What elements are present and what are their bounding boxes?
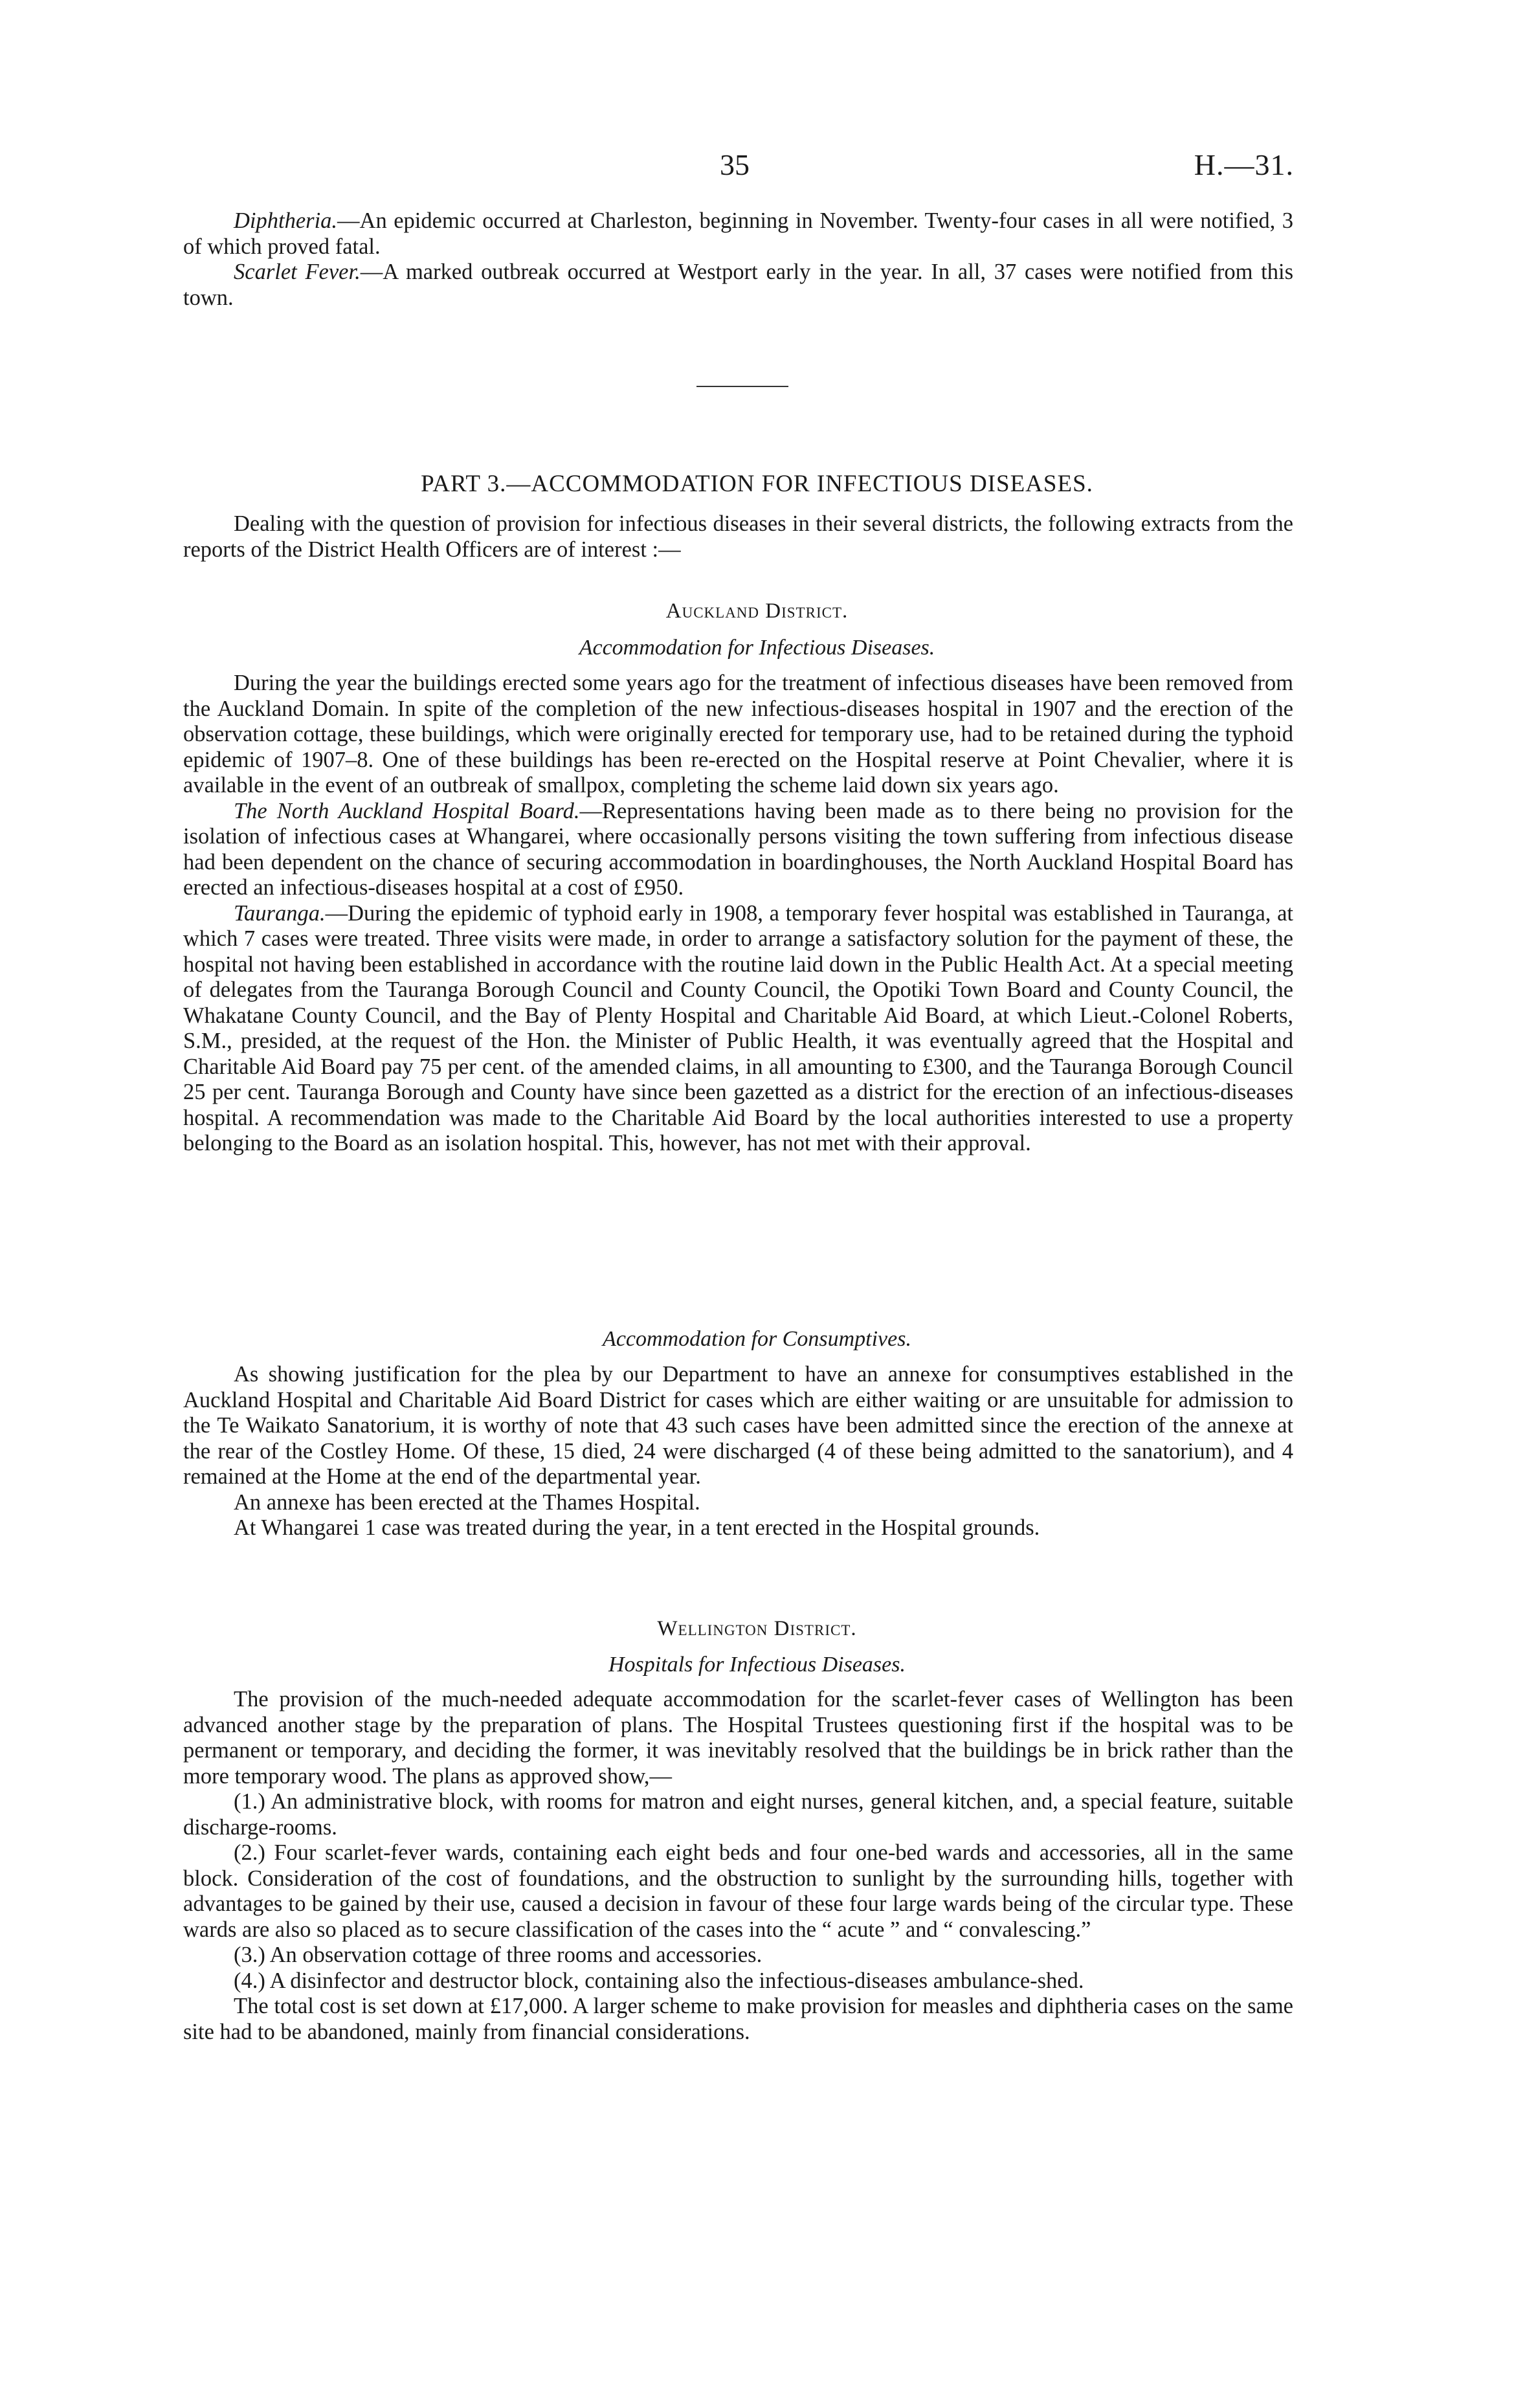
- intro-section: [183, 208, 1293, 311]
- document-reference: H.—31.: [1194, 148, 1294, 181]
- wellington-hospitals-heading: Hospitals for Infectious Diseases.: [608, 1653, 906, 1677]
- whangarei-paragraph: At Whangarei 1 case was treated during the year, in a tent erected in the Hospital grounds.: [234, 1515, 1040, 1540]
- tauranga-lead: Tauranga.: [234, 900, 326, 926]
- part-intro-section: [183, 511, 1293, 563]
- plan-item-1: (1.) An administrative block, with rooms for matron and eight nurses, general kitchen, and, a special feature, suitable discharge-rooms.: [183, 1789, 1293, 1840]
- north-auckland-text: —Representations having been made as to there being no provision for the isolation of infectious cases at Whangarei, where occasionally persons visiting the town suffering from infectious disease had been dependent on the chance of securing accommodation in boardinghouses, the North Auckland Hospital Board has erected an infectious-diseases hospital at a cost of £950.: [183, 798, 1293, 900]
- consumptives-section: [183, 1362, 1293, 1541]
- auckland-infectious-section: [183, 671, 1293, 1157]
- tauranga-paragraph: [183, 901, 1293, 1157]
- plan-item-2: (2.) Four scarlet-fever wards, containing each eight beds and four one-bed wards and accessories, all in the same block. Consideration of the cost of foundations, and the obstruction to sunlight by the surrounding hills, together with advantages to be gained by their use, caused a decision in favour of these four large wards being of the circular type. These wards are also so placed as to secure classification of the cases into the “ acute ” and “ convalescing.”: [183, 1840, 1293, 1942]
- diphtheria-text: —An epidemic occurred at Charleston, beginning in November. Twenty-four cases in all were notified, 3 of which proved fatal.: [183, 208, 1293, 259]
- section-divider: [696, 386, 788, 387]
- plan-item-4: (4.) A disinfector and destructor block, containing also the infectious-diseases ambulance-shed.: [234, 1968, 1084, 1993]
- scarlet-fever-paragraph: [183, 260, 1293, 311]
- diphtheria-lead: Diphtheria.: [234, 208, 338, 233]
- plan-item-3: (3.) An observation cottage of three rooms and accessories.: [234, 1943, 763, 1967]
- north-auckland-lead: The North Auckland Hospital Board.: [234, 798, 580, 823]
- scarlet-fever-text: —A marked outbreak occurred at Westport early in the year. In all, 37 cases were notified from this town.: [183, 260, 1293, 310]
- auckland-domain-paragraph: During the year the buildings erected some years ago for the treatment of infectious diseases have been removed from the Auckland Domain. In spite of the completion of the new infectious-diseases hospital in 1907 and the erection of the observation cottage, these buildings, which were originally erected for temporary use, had to be retained during the typhoid epidemic of 1907–8. One of these buildings has been re-erected on the Hospital reserve at Point Chevalier, where it is available in the event of an outbreak of smallpox, completing the scheme laid down six years ago.: [183, 671, 1293, 797]
- north-auckland-paragraph: [183, 799, 1293, 901]
- wellington-district-heading: Wellington District.: [657, 1617, 857, 1640]
- wellington-section: [183, 1687, 1293, 2045]
- diphtheria-paragraph: [183, 208, 1293, 260]
- auckland-accommodation-heading: Accommodation for Infectious Diseases.: [579, 636, 935, 660]
- consumptives-heading: Accommodation for Consumptives.: [603, 1327, 911, 1351]
- part-intro-paragraph: Dealing with the question of provision for infectious diseases in their several districts, the following extracts from the reports of the District Health Officers are of interest :—: [183, 511, 1293, 562]
- thames-paragraph: An annexe has been erected at the Thames Hospital.: [234, 1489, 700, 1515]
- tauranga-text: —During the epidemic of typhoid early in 1908, a temporary fever hospital was established in Tauranga, at which 7 cases were treated. Three visits were made, in order to arrange a satisfactory solution for the payment of these, the hospital not having been established in accordance with the routine laid down in the Public Health Act. At a special meeting of delegates from the Tauranga Borough Council and County Council, the Opotiki Town Board and County Council, the Whakatane County Council, and the Bay of Plenty Hospital and Charitable Aid Board, at which Lieut.-Colonel Roberts, S.M., presided, at the request of the Hon. the Minister of Public Health, it was eventually agreed that the Hospital and Charitable Aid Board pay 75 per cent. of the amended claims, in all amounting to £300, and the Tauranga Borough Council 25 per cent. Tauranga Borough and County have since been gazetted as a district for the erection of an infectious-diseases hospital. A recommendation was made to the Charitable Aid Board by the local authorities interested to use a property belonging to the Board as an isolation hospital. This, however, has not met with their approval.: [183, 900, 1293, 1155]
- consumptives-paragraph: As showing justification for the plea by our Department to have an annexe for consumptives established in the Auckland Hospital and Charitable Aid Board District for cases which are either waiting or are unsuitable for admission to the Te Waikato Sanatorium, it is worthy of note that 43 such cases have been admitted since the erection of the annexe at the rear of the Costley Home. Of these, 15 died, 24 were discharged (4 of these being admitted to the sanatorium), and 4 remained at the Home at the end of the departmental year.: [183, 1362, 1293, 1489]
- scarlet-fever-lead: Scarlet Fever.: [234, 260, 361, 284]
- total-cost-paragraph: The total cost is set down at £17,000. A larger scheme to make provision for measles and diphtheria cases on the same site had to be abandoned, mainly from financial considerations.: [183, 1994, 1293, 2044]
- wellington-plans-paragraph: The provision of the much-needed adequate accommodation for the scarlet-fever cases of Wellington has been advanced another stage by the preparation of plans. The Hospital Trustees questioning first if the hospital was to be permanent or temporary, and deciding the former, it was inevitably resolved that the buildings be in brick rather than the more temporary wood. The plans as approved show,—: [183, 1687, 1293, 1789]
- auckland-district-heading: Auckland District.: [665, 599, 849, 623]
- page-header: [0, 148, 1514, 193]
- part-heading: PART 3.—ACCOMMODATION FOR INFECTIOUS DISEASES.: [421, 471, 1093, 497]
- page-number: 35: [720, 148, 750, 181]
